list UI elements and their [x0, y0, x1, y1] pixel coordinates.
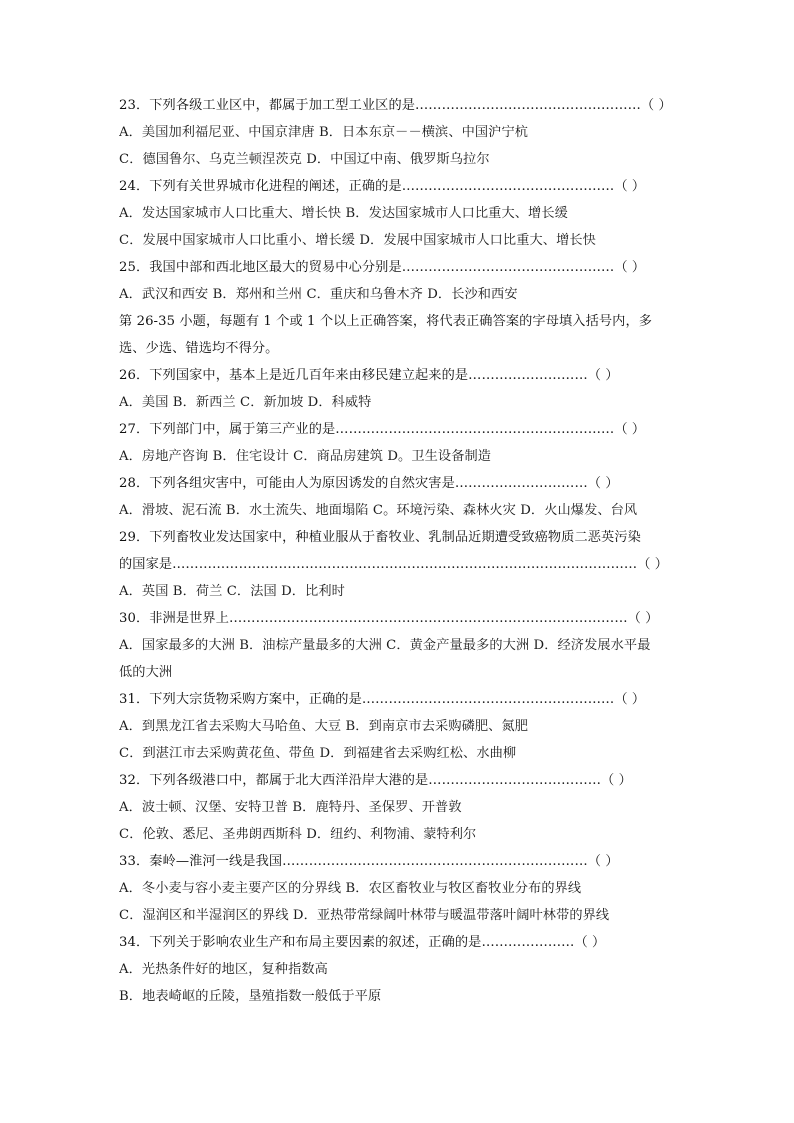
- question-line: 30．非洲是世界上………………………………………………………………………………（ ）: [119, 611, 659, 626]
- answer-options-line: A．发达国家城市人口比重大、增长快 B．发达国家城市人口比重大、增长缓: [119, 206, 568, 221]
- answer-options-line: B．地表崎岖的丘陵，垦殖指数一般低于平原: [119, 989, 382, 1004]
- answer-options-line: A．冬小麦与容小麦主要产区的分界线 B．农区畜牧业与牧区畜牧业分布的界线: [119, 881, 582, 896]
- answer-options-line: A．武汉和西安 B．郑州和兰州 C．重庆和乌鲁木齐 D．长沙和西安: [119, 287, 518, 302]
- answer-options-line: A．国家最多的大洲 B．油棕产量最多的大洲 C．黄金产量最多的大洲 D．经济发展水平最: [119, 638, 651, 653]
- answer-options-line: C．到湛江市去采购黄花鱼、带鱼 D．到福建省去采购红松、水曲柳: [119, 746, 517, 761]
- answer-options-line: A．房地产咨询 B．住宅设计 C．商品房建筑 D。卫生设备制造: [119, 449, 492, 464]
- answer-options-line: C．发展中国家城市人口比重小、增长缓 D．发展中国家城市人口比重大、增长快: [119, 233, 596, 248]
- question-line: 29．下列畜牧业发达国家中，种植业服从于畜牧业、乳制品近期遭受致癌物质二恶英污染: [119, 530, 641, 545]
- answer-options-line: A．到黑龙江省去采购大马哈鱼、大豆 B．到南京市去采购磷肥、氮肥: [119, 719, 529, 734]
- answer-options-line: C．德国鲁尔、乌克兰顿涅茨克 D．中国辽中南、俄罗斯乌拉尔: [119, 152, 490, 167]
- question-line: 26．下列国家中，基本上是近几百年来由移民建立起来的是………………………（ ）: [119, 368, 619, 383]
- answer-options-line: 低的大洲: [119, 665, 173, 680]
- question-line: 24．下列有关世界城市化进程的阐述，正确的是…………………………………………（ ）: [119, 179, 646, 194]
- exam-question-list: [119, 92, 679, 1010]
- answer-options-line: C．伦敦、悉尼、圣弗朗西斯科 D．纽约、利物浦、蒙特利尔: [119, 827, 477, 842]
- instruction-line: 选、少选、错选均不得分。: [119, 341, 279, 356]
- question-line: 33．秦岭—淮河一线是我国……………………………………………………………（ ）: [119, 854, 619, 869]
- question-line: 27．下列部门中，属于第三产业的是………………………………………………………（ ）: [119, 422, 646, 437]
- question-line: 28．下列各组灾害中，可能由人为原因诱发的自然灾害是…………………………（ ）: [119, 476, 619, 491]
- answer-options-line: A．光热条件好的地区，复种指数高: [119, 962, 328, 977]
- answer-options-line: A．波士顿、汉堡、安特卫普 B．鹿特丹、圣保罗、开普敦: [119, 800, 462, 815]
- answer-options-line: A．英国 B．荷兰 C．法国 D．比利时: [119, 584, 345, 599]
- instruction-line: 第 26-35 小题，每题有 1 个或 1 个以上正确答案，将代表正确答案的字母填入括号内，多: [119, 314, 653, 329]
- answer-options-line: C．湿润区和半湿润区的界线 D．亚热带常绿阔叶林带与暖温带落叶阔叶林带的界线: [119, 908, 610, 923]
- answer-options-line: A．美国 B．新西兰 C．新加坡 D．科威特: [119, 395, 372, 410]
- answer-options-line: A．滑坡、泥石流 B．水土流失、地面塌陷 C。环境污染、森林火灾 D．火山爆发、台风: [119, 503, 638, 518]
- question-line: 23．下列各级工业区中，都属于加工型工业区的是……………………………………………（ ）: [119, 98, 672, 113]
- question-line: 34．下列关于影响农业生产和布局主要因素的叙述，正确的是…………………（ ）: [119, 935, 606, 950]
- question-line: 31．下列大宗货物采购方案中，正确的是…………………………………………………（ ）: [119, 692, 646, 707]
- question-line: 25．我国中部和西北地区最大的贸易中心分别是…………………………………………（ ）: [119, 260, 646, 275]
- question-line: 32．下列各级港口中，都属于北大西洋沿岸大港的是…………………………………（ ）: [119, 773, 632, 788]
- question-line: 的国家是……………………………………………………………………………………………（ ）: [119, 557, 669, 572]
- answer-options-line: A．美国加利福尼亚、中国京津唐 B．日本东京－－横滨、中国沪宁杭: [119, 125, 529, 140]
